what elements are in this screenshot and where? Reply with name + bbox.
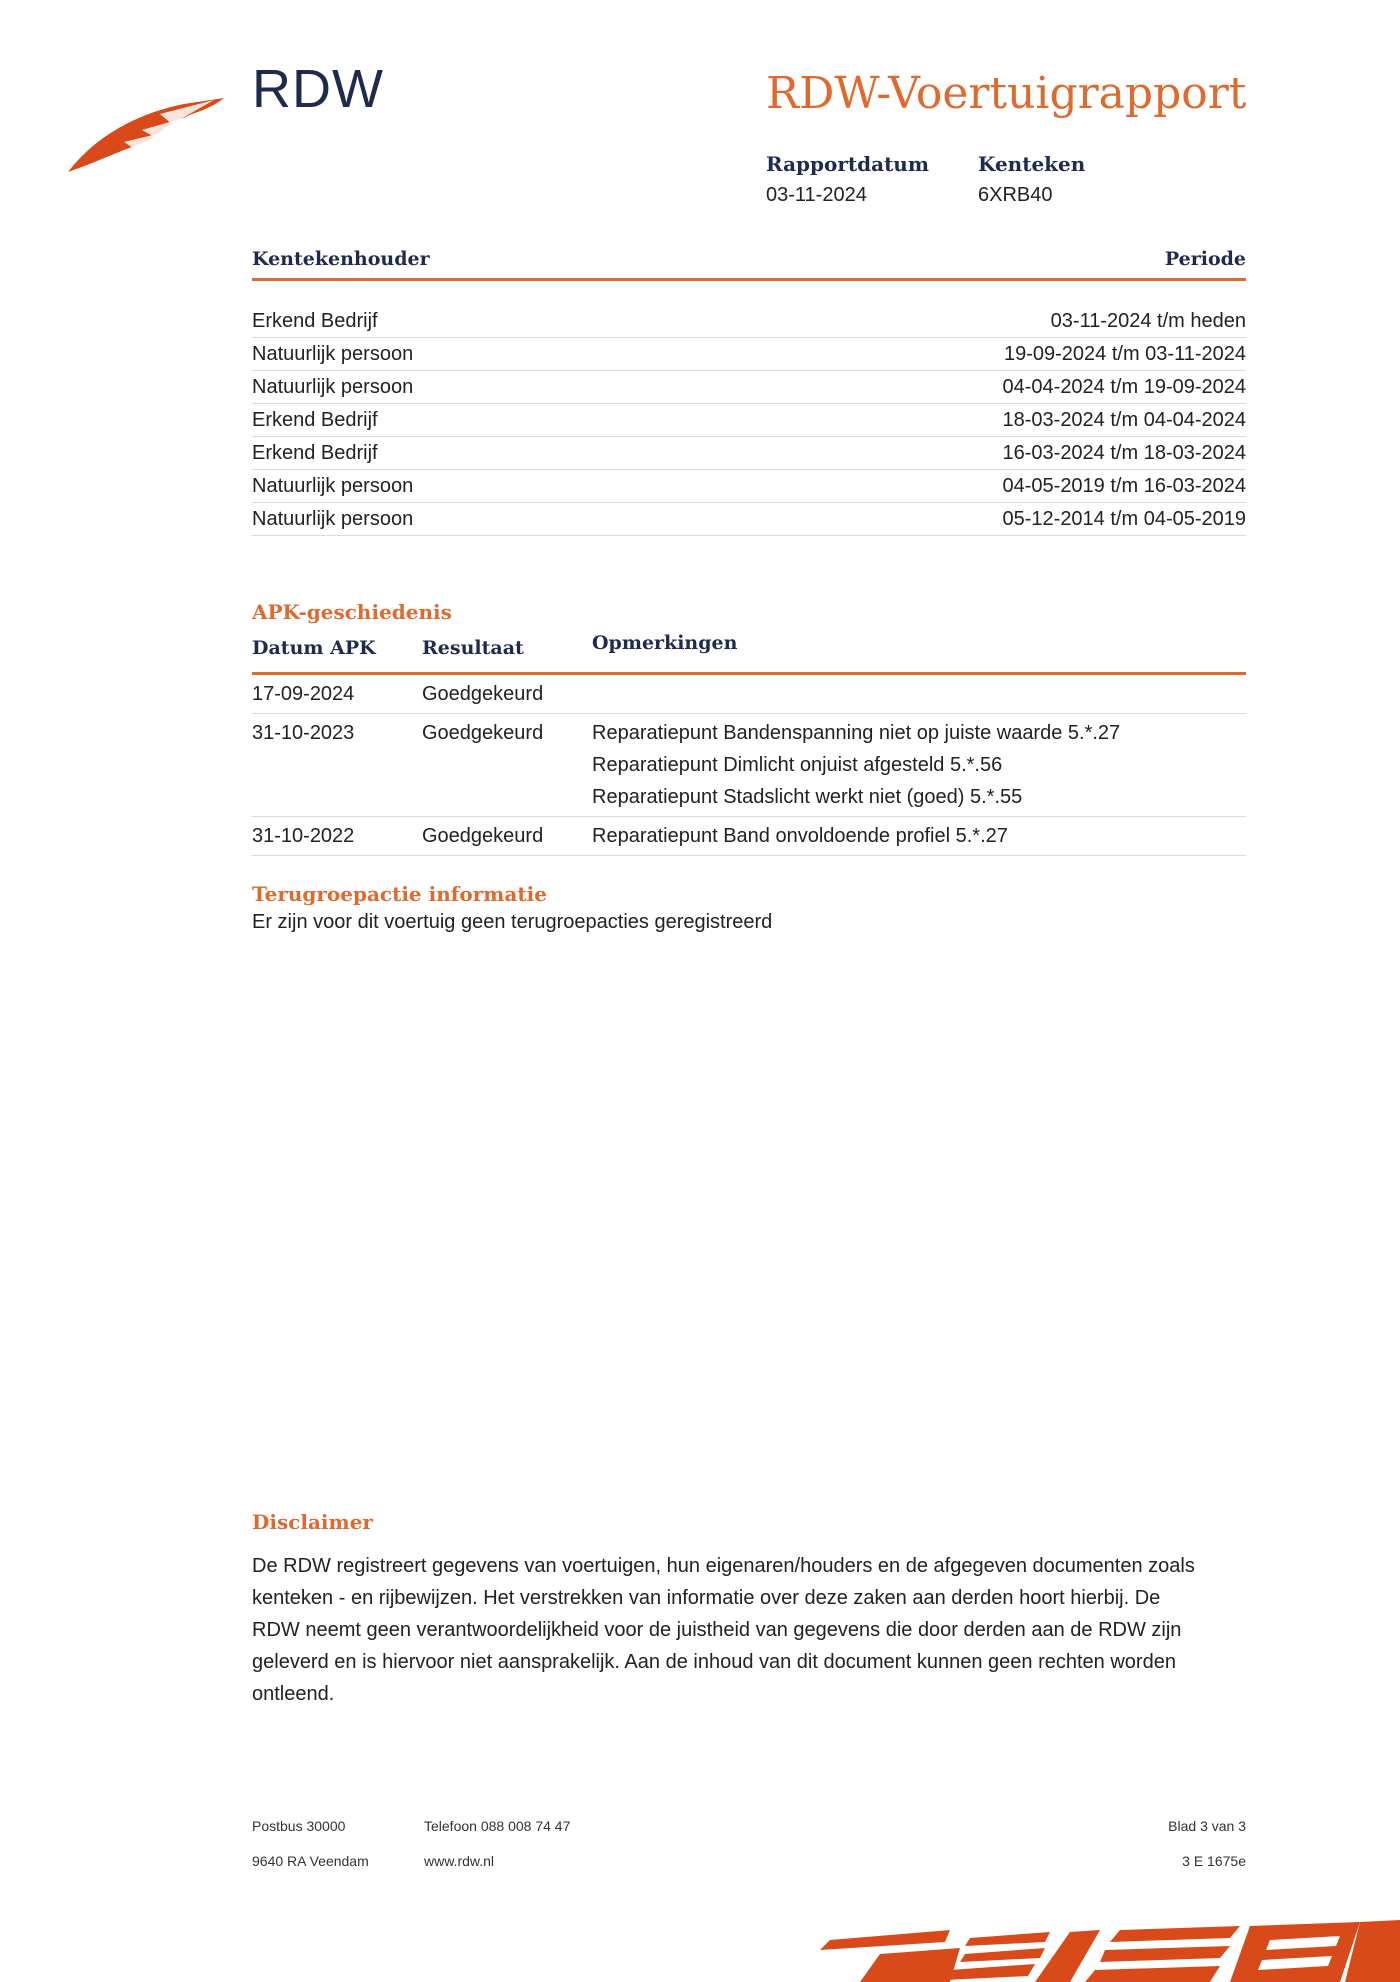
owners-header [252, 248, 1246, 281]
disclaimer-line: RDW neemt geen verantwoordelijkheid voor de juistheid van gegevens die door derden aan de RDW zijn [252, 1619, 1182, 1641]
owner-row [252, 503, 1246, 536]
rdw-stripes-graphic [800, 1920, 1400, 1982]
logo-text: RDW [252, 59, 384, 119]
owner-holder: Natuurlijk persoon [252, 342, 414, 365]
footer-phone: Telefoon 088 008 74 47 [424, 1818, 571, 1834]
apk-result: Goedgekeurd [422, 683, 544, 705]
disclaimer-line: ontleend. [252, 1683, 335, 1705]
col-period: Periode [1164, 248, 1246, 270]
recall-title: Terugroepactie informatie [252, 882, 547, 906]
owner-period: 16-03-2024 t/m 18-03-2024 [1002, 441, 1246, 464]
owner-row [252, 437, 1246, 470]
col-apk-result: Resultaat [422, 637, 524, 659]
owner-period: 04-04-2024 t/m 19-09-2024 [1002, 375, 1246, 398]
col-apk-date: Datum APK [252, 637, 376, 659]
disclaimer-line: kenteken - en rijbewijzen. Het verstrekken van informatie over deze zaken aan derden hoort hierbij. De [252, 1587, 1161, 1609]
footer-postbus: Postbus 30000 [252, 1818, 346, 1834]
owner-row [252, 338, 1246, 371]
apk-date: 31-10-2022 [252, 825, 355, 847]
apk-row [252, 714, 1246, 817]
disclaimer-title: Disclaimer [252, 1510, 373, 1534]
col-holder: Kentekenhouder [252, 248, 430, 270]
owner-row [252, 404, 1246, 437]
owner-holder: Natuurlijk persoon [252, 474, 414, 497]
disclaimer-line: De RDW registreert gegevens van voertuigen, hun eigenaren/houders en de afgegeven documenten zoals [252, 1555, 1195, 1577]
col-apk-remarks: Opmerkingen [592, 632, 738, 654]
plate-label: Kenteken [978, 152, 1086, 176]
document-title: RDW-Voertuigrapport [766, 68, 1247, 119]
owner-row [252, 371, 1246, 404]
apk-row [252, 675, 1246, 714]
owner-period: 18-03-2024 t/m 04-04-2024 [1002, 408, 1246, 431]
apk-date: 31-10-2023 [252, 722, 355, 744]
owner-period: 19-09-2024 t/m 03-11-2024 [1003, 342, 1246, 365]
footer-page: Blad 3 van 3 [1168, 1818, 1246, 1834]
owner-period: 05-12-2014 t/m 04-05-2019 [1002, 507, 1246, 530]
footer-city: 9640 RA Veendam [252, 1853, 369, 1869]
plate-value: 6XRB40 [978, 184, 1053, 206]
apk-section [252, 600, 1246, 856]
owner-holder: Natuurlijk persoon [252, 375, 414, 398]
apk-remark: Reparatiepunt Dimlicht onjuist afgesteld 5.*.56 [592, 754, 1003, 776]
recall-text: Er zijn voor dit voertuig geen terugroepacties geregistreerd [252, 911, 773, 933]
apk-row [252, 817, 1246, 856]
owner-period: 04-05-2019 t/m 16-03-2024 [1002, 474, 1246, 497]
report-date-value: 03-11-2024 [766, 184, 867, 206]
apk-date: 17-09-2024 [252, 683, 355, 705]
apk-remarks [592, 820, 1246, 852]
report-date-label: Rapportdatum [766, 152, 930, 176]
footer-code: 3 E 1675e [1182, 1853, 1246, 1869]
apk-remark: Reparatiepunt Stadslicht werkt niet (goed) 5.*.55 [592, 786, 1023, 808]
disclaimer-line: geleverd en is hiervoor niet aansprakelijk. Aan de inhoud van dit document kunnen geen rechten worden [252, 1651, 1176, 1673]
apk-remarks [592, 678, 1246, 710]
disclaimer-section [252, 1510, 1246, 1710]
recall-section [252, 882, 1246, 938]
owner-period: 03-11-2024 t/m heden [1050, 309, 1246, 332]
apk-header [252, 632, 1246, 675]
rdw-wing-logo [64, 90, 234, 176]
owners-table [252, 248, 1246, 536]
apk-remark: Reparatiepunt Bandenspanning niet op juiste waarde 5.*.27 [592, 722, 1121, 744]
footer-web[interactable]: www.rdw.nl [424, 1853, 495, 1869]
owner-row [252, 305, 1246, 338]
apk-remarks [592, 717, 1246, 813]
owner-holder: Erkend Bedrijf [252, 309, 378, 332]
apk-result: Goedgekeurd [422, 825, 544, 847]
apk-remark: Reparatiepunt Band onvoldoende profiel 5.*.27 [592, 825, 1008, 847]
owner-holder: Natuurlijk persoon [252, 507, 414, 530]
apk-title: APK-geschiedenis [252, 600, 452, 624]
apk-result: Goedgekeurd [422, 722, 544, 744]
owner-row [252, 470, 1246, 503]
owner-holder: Erkend Bedrijf [252, 441, 378, 464]
owner-holder: Erkend Bedrijf [252, 408, 378, 431]
